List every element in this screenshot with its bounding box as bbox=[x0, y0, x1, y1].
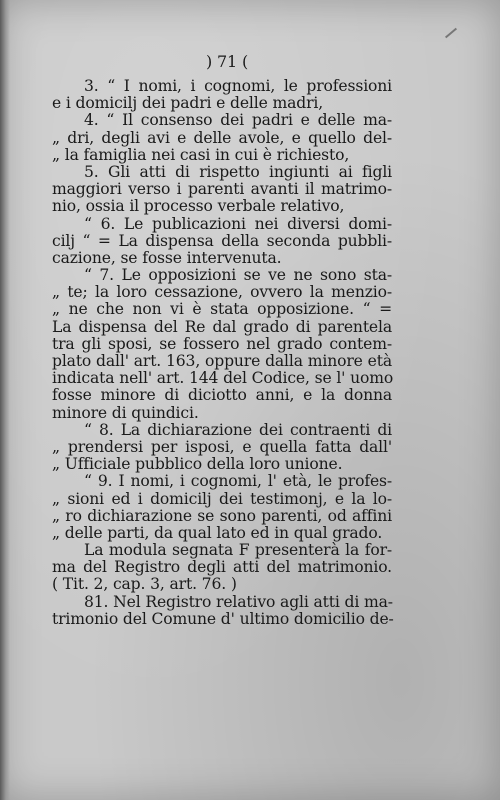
text-line: „ te; la loro cessazione, ovvero la menzio- bbox=[52, 283, 392, 302]
text-line: “ 9. I nomi, i cognomi, l' età, le profes- bbox=[84, 472, 392, 491]
text-line: „ prendersi per isposi, e quella fatta dall' bbox=[52, 437, 392, 456]
text-line: „ la famiglia nei casi in cui è richiesto, bbox=[52, 145, 350, 164]
text-line: „ ro dichiarazione se sono parenti, od affini bbox=[52, 506, 392, 525]
text-line: ma del Registro degli atti del matrimonio. bbox=[52, 558, 392, 577]
text-line: cazione, se fosse intervenuta. bbox=[52, 248, 282, 267]
text-line: nio, ossia il processo verbale relativo, bbox=[52, 197, 345, 216]
text-line: fosse minore di diciotto anni, e la donna bbox=[52, 386, 392, 405]
text-line: trimonio del Comune d' ultimo domicilio de- bbox=[52, 609, 394, 628]
text-line: „ ne che non vi è stata opposizione. “ = bbox=[52, 300, 392, 319]
text-line: e i domicilj dei padri e delle madri, bbox=[52, 94, 324, 113]
text-line: “ 7. Le opposizioni se ve ne sono sta- bbox=[84, 266, 392, 285]
text-line: 4. “ Il consenso dei padri e delle ma- bbox=[84, 111, 392, 130]
page-text-block bbox=[52, 50, 392, 628]
text-line: 3. “ I nomi, i cognomi, le professioni bbox=[84, 77, 392, 95]
text-line: La modula segnata F presenterà la for- bbox=[84, 541, 392, 560]
page-mark bbox=[445, 28, 457, 39]
text-line: tra gli sposi, se fossero nel grado contem- bbox=[52, 334, 392, 353]
text-line: “ 8. La dichiarazione dei contraenti di bbox=[84, 420, 392, 439]
text-line: La dispensa del Re dal grado di parentela bbox=[52, 317, 392, 336]
page-number-header: ) 71 ( bbox=[205, 52, 249, 71]
text-line: 5. Gli atti di rispetto ingiunti ai figli bbox=[84, 162, 392, 181]
text-line: “ 6. Le publicazioni nei diversi domi- bbox=[84, 214, 392, 233]
text-line: plato dall' art. 163, oppure dalla minore età bbox=[52, 352, 392, 370]
text-line: „ Ufficiale pubblico della loro unione. bbox=[52, 455, 343, 474]
text-line: „ delle parti, da qual lato ed in qual grado. bbox=[52, 523, 383, 542]
text-line: cilj “ = La dispensa della seconda pubbli- bbox=[52, 231, 392, 250]
text-line: „ dri, degli avi e delle avole, e quello del- bbox=[52, 128, 392, 147]
text-line: minore di quindici. bbox=[52, 403, 199, 422]
text-line: indicata nell' art. 144 del Codice, se l' uomo bbox=[52, 369, 394, 388]
text-line: 81. Nel Registro relativo agli atti di ma- bbox=[84, 592, 393, 611]
page-binding-edge bbox=[0, 0, 10, 800]
text-line: maggiori verso i parenti avanti il matrimo- bbox=[52, 180, 392, 199]
text-line: ( Tit. 2, cap. 3, art. 76. ) bbox=[52, 575, 237, 594]
text-lines bbox=[52, 78, 392, 628]
text-line: „ sioni ed i domicilj dei testimonj, e la lo- bbox=[52, 489, 392, 508]
